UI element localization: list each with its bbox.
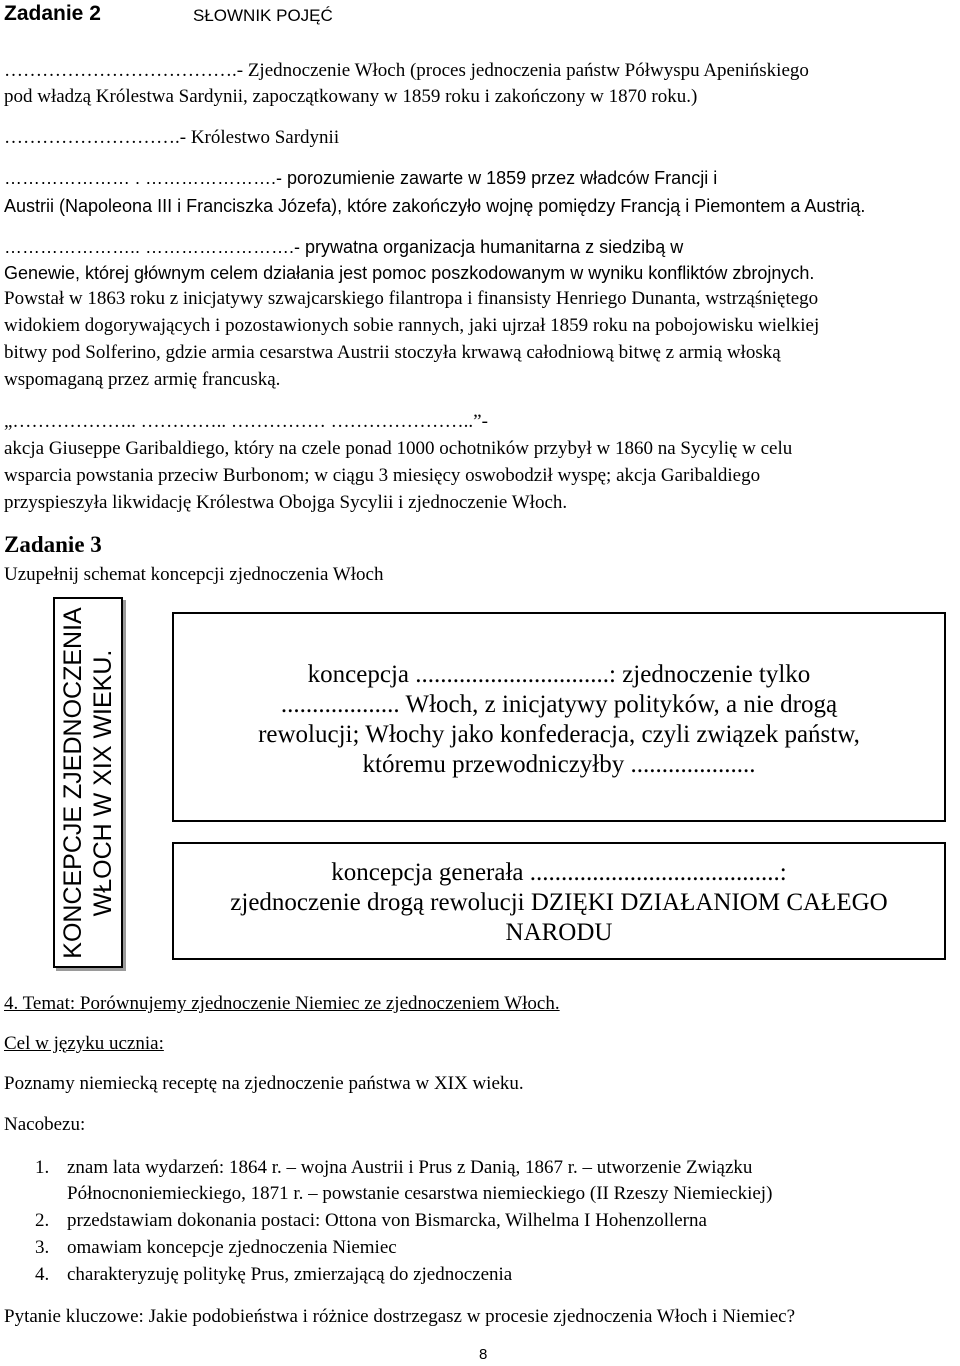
lesson-topic: 4. Temat: Porównujemy zjednoczenie Niemiec ze zjednoczeniem Włoch. [4,993,560,1014]
concept-1-line2: ................... Włoch, z inicjatywy polityków, a nie drogą [280,691,838,718]
list-item-number: 3. [35,1237,50,1258]
goal-text: Poznamy niemiecką receptę na zjednoczenie państwa w XIX wieku. [4,1073,524,1094]
list-item-number: 4. [35,1264,50,1285]
goal-label: Cel w języku ucznia: [4,1033,164,1054]
definition-2-line1: ……………………….- Królestwo Sardynii [4,127,340,148]
definition-1-line2: pod władzą Królestwa Sardynii, zapoczątkowany w 1859 roku i zakończony w 1870 roku.) [4,86,698,107]
concept-1-line1: koncepcja ...............................: zjednoczenie tylko [307,661,811,688]
list-item-line1: przedstawiam dokonania postaci: Ottona von Bismarcka, Wilhelma I Hohenzollerna [67,1210,707,1231]
nacobezu-label: Nacobezu: [4,1114,86,1135]
definition-4-line5: bitwy pod Solferino, gdzie armia cesarstwa Austrii stoczyła krwawą całodniową bitwę z armią włoską [4,342,781,363]
definition-1-line1: ……………………………….- Zjednoczenie Włoch (proces jednoczenia państw Półwyspu Apenińskiego [4,60,809,81]
list-item-line1: charakteryzuję politykę Prus, zmierzającą do zjednoczenia [67,1264,513,1285]
task3-instruction: Uzupełnij schemat koncepcji zjednoczenia Włoch [4,564,384,585]
list-item-number: 2. [35,1210,50,1231]
side-label [58,607,118,958]
definition-5-line3: wsparcia powstania przeciw Burbonom; w ciągu 3 miesięcy oswobodził wyspę; akcja Garibaldiego [4,465,761,486]
concept-1-line3: rewolucji; Włochy jako konfederacja, czyli związek państw, [258,721,860,748]
side-label-box [53,597,123,968]
task2-title: Zadanie 2 [4,2,101,25]
definition-5-line1: „……………….. ………….. …………… …………………..”- [4,411,488,432]
side-label-line2: WŁOCH W XIX WIEKU. [89,649,117,916]
definition-3-line2: Austrii (Napoleona III i Franciszka Józefa), które zakończyło wojnę pomiędzy Francją i Piemontem a Austrią. [4,196,866,216]
definition-4-line2: Genewie, której głównym celem działania jest pomoc poszkodowanym w wyniku konfliktów zbrojnych. [4,263,815,283]
list-item-line2: Północnoniemieckiego, 1871 r. – powstanie cesarstwa niemieckiego (II Rzeszy Niemieckiej) [67,1183,773,1204]
definition-3-line1: ………………… . ………………….- porozumienie zawarte w 1859 przez władców Francji i [4,168,718,188]
definition-4-line4: widokiem dogorywających i pozostawionych sobie rannych, jaki ujrzał 1859 roku na pobojowisku wielkiej [4,315,820,336]
concept-2-line2: zjednoczenie drogą rewolucji DZIĘKI DZIAŁANIOM CAŁEGO [230,889,888,916]
concept-box-2 [172,842,946,960]
definition-4-line1: ………………….. …………………….- prywatna organizacja humanitarna z siedzibą w [4,237,684,257]
definition-5-line4: przyspieszyła likwidację Królestwa Obojga Sycylii i zjednoczenie Włoch. [4,492,568,513]
concept-2-line1: koncepcja generała ........................................: [331,859,787,886]
definition-4-line3: Powstał w 1863 roku z inicjatywy szwajcarskiego filantropa i finansisty Henriego Dunanta, wstrząśniętego [4,288,819,309]
page-number: 8 [479,1346,488,1363]
key-question: Pytanie kluczowe: Jakie podobieństwa i różnice dostrzegasz w procesie zjednoczenia Włoch i Niemiec? [4,1306,796,1327]
task3-title: Zadanie 3 [4,532,102,557]
list-item-line1: omawiam koncepcje zjednoczenia Niemiec [67,1237,397,1258]
list-item-number: 1. [35,1157,50,1178]
side-label-line1: KONCEPCJE ZJEDNOCZENIA [59,606,87,959]
definition-4-line6: wspomaganą przez armię francuską. [4,369,281,390]
concept-box-1 [172,612,946,822]
concept-1-line4: któremu przewodniczyłby .................... [362,751,756,778]
list-item-line1: znam lata wydarzeń: 1864 r. – wojna Austrii i Prus z Danią, 1867 r. – utworzenie Związku [67,1157,753,1178]
definition-5-line2: akcja Giuseppe Garibaldiego, który na czele ponad 1000 ochotników przybył w 1860 na Sycylię w celu [4,438,793,459]
task2-subtitle: SŁOWNIK POJĘĆ [193,6,333,25]
concept-2-line3: NARODU [505,919,613,946]
